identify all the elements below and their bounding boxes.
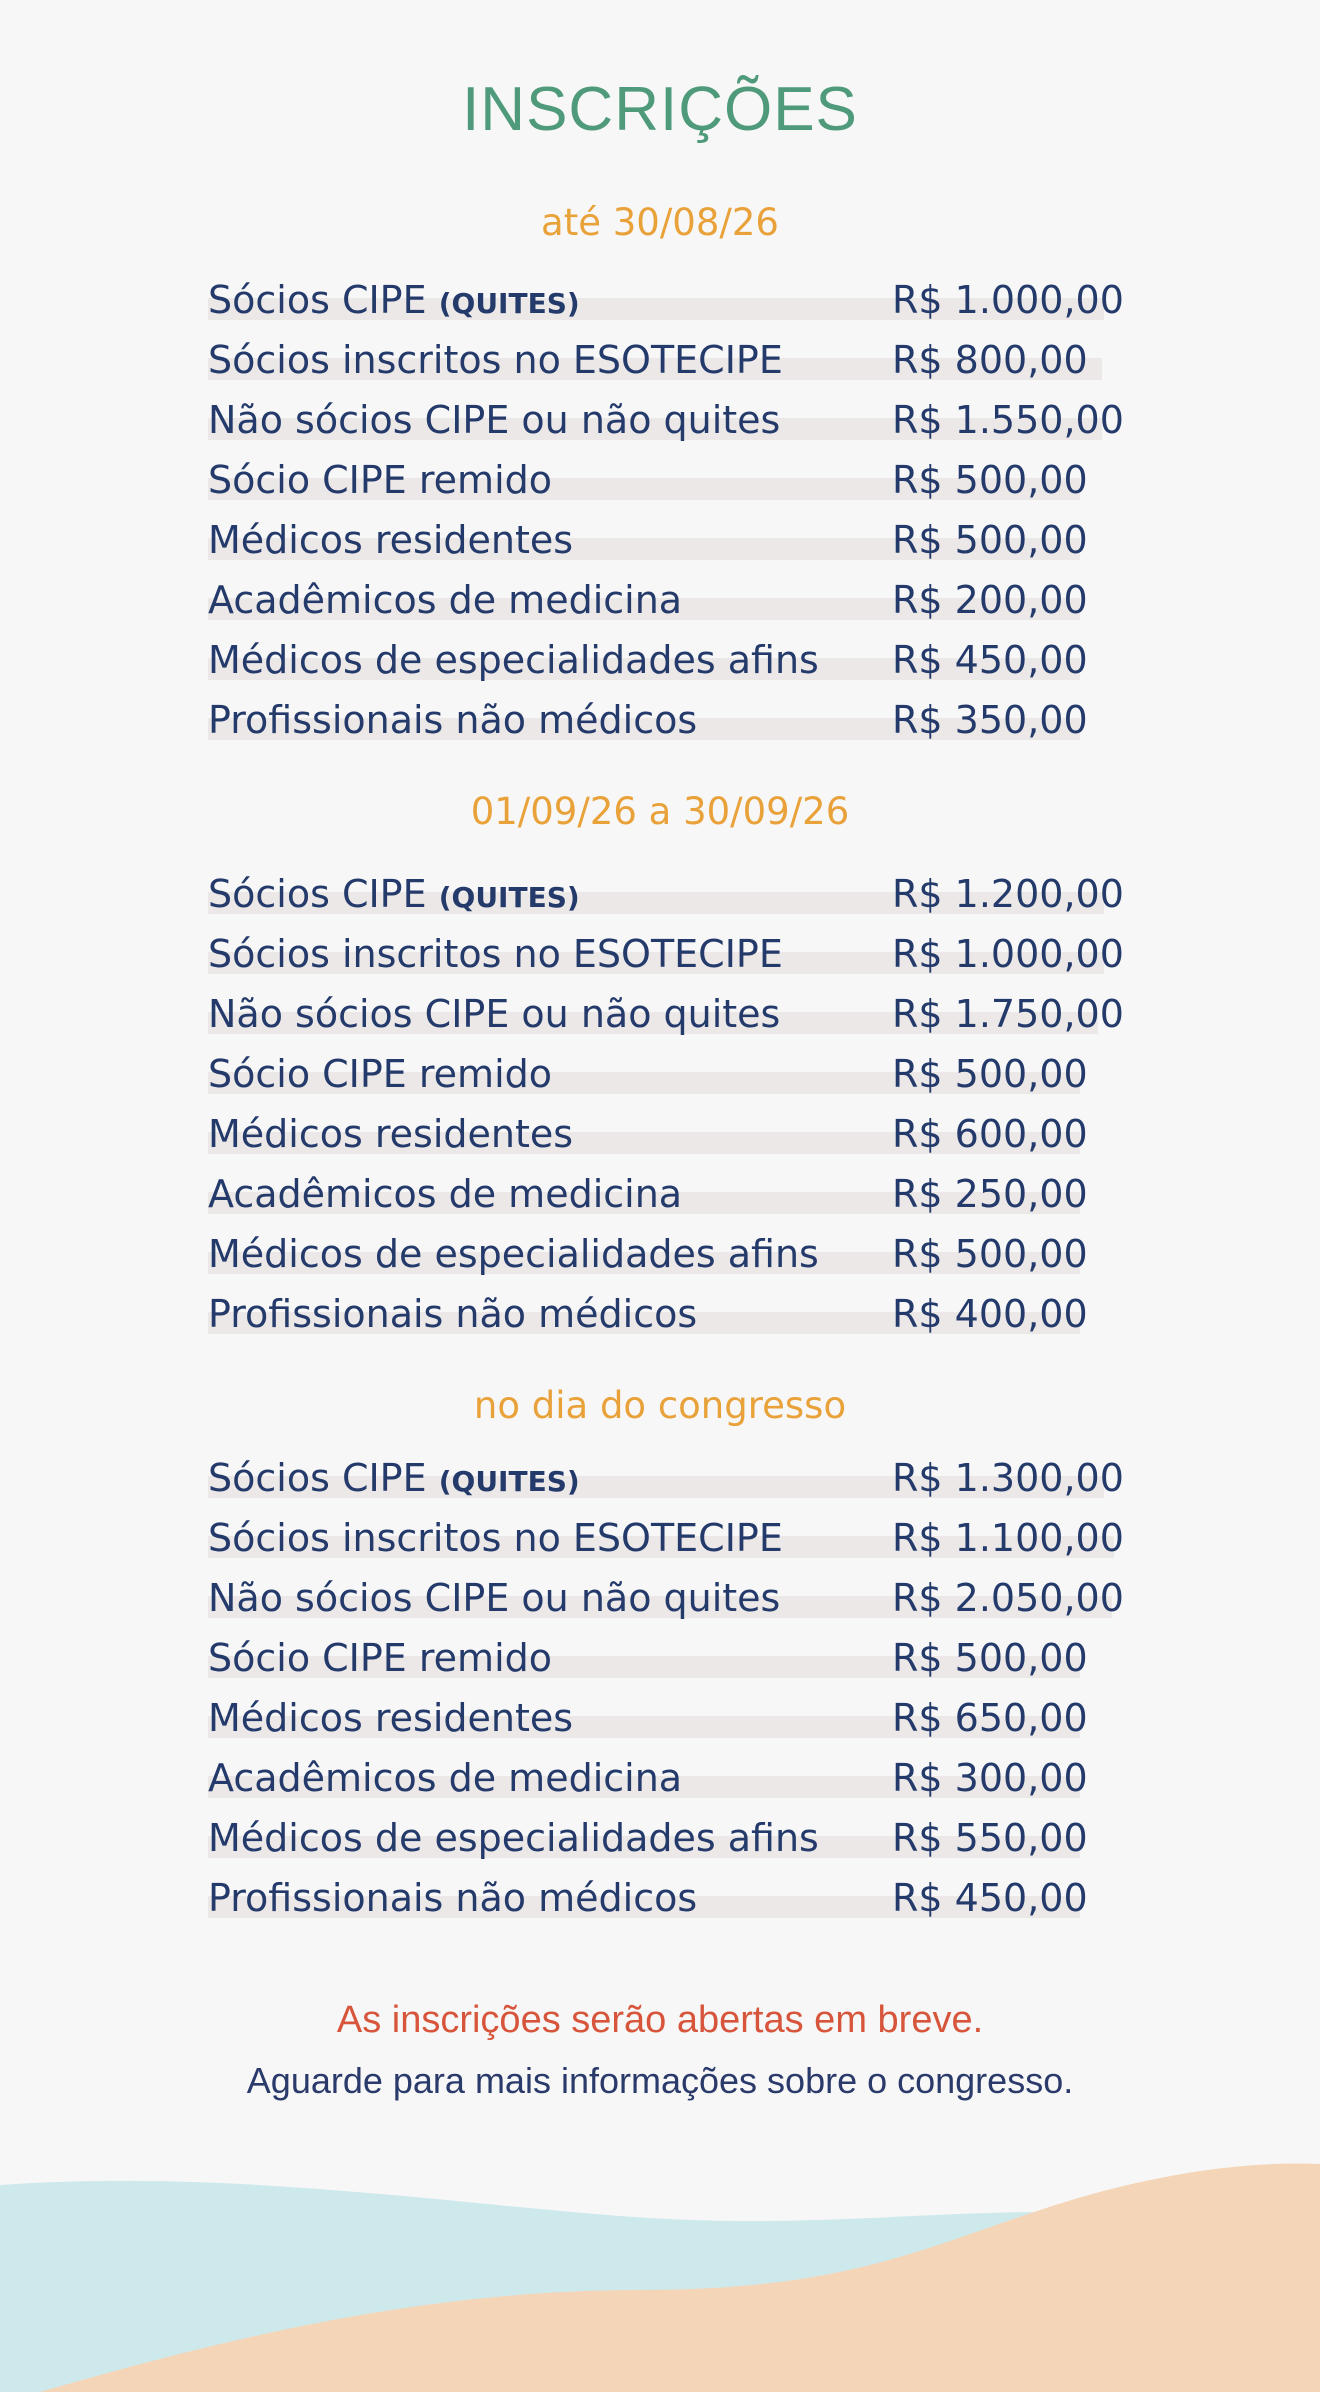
price-row	[0, 1044, 1320, 1104]
row-price: R$ 450,00	[892, 1876, 1088, 1920]
row-label: Médicos residentes	[208, 518, 574, 562]
price-row	[0, 1868, 1320, 1928]
row-label: Sócios inscritos no ESOTECIPE	[208, 1516, 783, 1560]
price-row	[0, 270, 1320, 330]
row-label-note: (QUITES)	[438, 1465, 580, 1498]
row-label: Não sócios CIPE ou não quites	[208, 398, 781, 442]
row-price: R$ 550,00	[892, 1816, 1088, 1860]
row-price: R$ 1.000,00	[892, 278, 1124, 322]
section-heading: até 30/08/26	[541, 201, 779, 244]
page-title: INSCRIÇÕES	[462, 75, 858, 144]
price-row	[0, 1448, 1320, 1508]
row-label: Médicos residentes	[208, 1112, 574, 1156]
price-row	[0, 864, 1320, 924]
row-price: R$ 1.100,00	[892, 1516, 1124, 1560]
row-label: Médicos de especialidades afins	[208, 1232, 819, 1276]
row-label: Profissionais não médicos	[208, 1876, 698, 1920]
row-label: Acadêmicos de medicina	[208, 578, 683, 622]
row-price: R$ 1.200,00	[892, 872, 1124, 916]
row-price: R$ 650,00	[892, 1696, 1088, 1740]
row-label: Médicos residentes	[208, 1696, 574, 1740]
price-row	[0, 1508, 1320, 1568]
row-label: Não sócios CIPE ou não quites	[208, 992, 781, 1036]
row-label	[208, 1448, 580, 1508]
row-label-note: (QUITES)	[438, 881, 580, 914]
price-row	[0, 1808, 1320, 1868]
row-price: R$ 1.300,00	[892, 1456, 1124, 1500]
price-row	[0, 1164, 1320, 1224]
price-row	[0, 1284, 1320, 1344]
row-label-text: Sócios CIPE	[208, 872, 427, 916]
price-section-early	[0, 198, 1320, 742]
row-price: R$ 450,00	[892, 638, 1088, 682]
price-row	[0, 630, 1320, 690]
price-row	[0, 570, 1320, 630]
section-heading: no dia do congresso	[473, 1384, 847, 1427]
row-label: Sócios inscritos no ESOTECIPE	[208, 338, 783, 382]
row-price: R$ 500,00	[892, 1636, 1088, 1680]
price-row	[0, 924, 1320, 984]
row-label: Acadêmicos de medicina	[208, 1756, 683, 1800]
row-label: Médicos de especialidades afins	[208, 1816, 819, 1860]
price-row	[0, 510, 1320, 570]
decorative-waves	[0, 2140, 1320, 2392]
row-label: Profissionais não médicos	[208, 1292, 698, 1336]
row-price: R$ 500,00	[892, 458, 1088, 502]
price-row	[0, 1628, 1320, 1688]
row-price: R$ 2.050,00	[892, 1576, 1124, 1620]
row-label: Sócio CIPE remido	[208, 1052, 553, 1096]
row-price: R$ 800,00	[892, 338, 1088, 382]
price-row	[0, 330, 1320, 390]
row-label-note: (QUITES)	[438, 287, 580, 320]
registration-subnotice: Aguarde para mais informações sobre o congresso.	[246, 2060, 1074, 2101]
row-label	[208, 270, 580, 330]
price-row	[0, 390, 1320, 450]
price-section-regular	[0, 787, 1320, 1336]
price-row	[0, 450, 1320, 510]
row-price: R$ 500,00	[892, 1052, 1088, 1096]
row-price: R$ 350,00	[892, 698, 1088, 742]
price-row	[0, 984, 1320, 1044]
row-label: Sócios inscritos no ESOTECIPE	[208, 932, 783, 976]
row-price: R$ 250,00	[892, 1172, 1088, 1216]
price-section-onsite	[0, 1381, 1320, 1920]
price-row	[0, 690, 1320, 750]
row-label: Não sócios CIPE ou não quites	[208, 1576, 781, 1620]
row-label: Sócio CIPE remido	[208, 458, 553, 502]
row-price: R$ 1.750,00	[892, 992, 1124, 1036]
row-label: Médicos de especialidades afins	[208, 638, 819, 682]
row-price: R$ 500,00	[892, 1232, 1088, 1276]
row-label: Acadêmicos de medicina	[208, 1172, 683, 1216]
row-label	[208, 864, 580, 924]
row-price: R$ 1.550,00	[892, 398, 1124, 442]
price-row	[0, 1568, 1320, 1628]
row-label-text: Sócios CIPE	[208, 278, 427, 322]
row-price: R$ 400,00	[892, 1292, 1088, 1336]
row-label: Sócio CIPE remido	[208, 1636, 553, 1680]
registration-notice: As inscrições serão abertas em breve.	[336, 1999, 984, 2041]
row-price: R$ 200,00	[892, 578, 1088, 622]
price-row	[0, 1104, 1320, 1164]
price-row	[0, 1224, 1320, 1284]
section-heading: 01/09/26 a 30/09/26	[470, 790, 850, 833]
row-price: R$ 600,00	[892, 1112, 1088, 1156]
price-row	[0, 1688, 1320, 1748]
row-price: R$ 500,00	[892, 518, 1088, 562]
row-price: R$ 1.000,00	[892, 932, 1124, 976]
price-row	[0, 1748, 1320, 1808]
row-price: R$ 300,00	[892, 1756, 1088, 1800]
row-label-text: Sócios CIPE	[208, 1456, 427, 1500]
row-label: Profissionais não médicos	[208, 698, 698, 742]
